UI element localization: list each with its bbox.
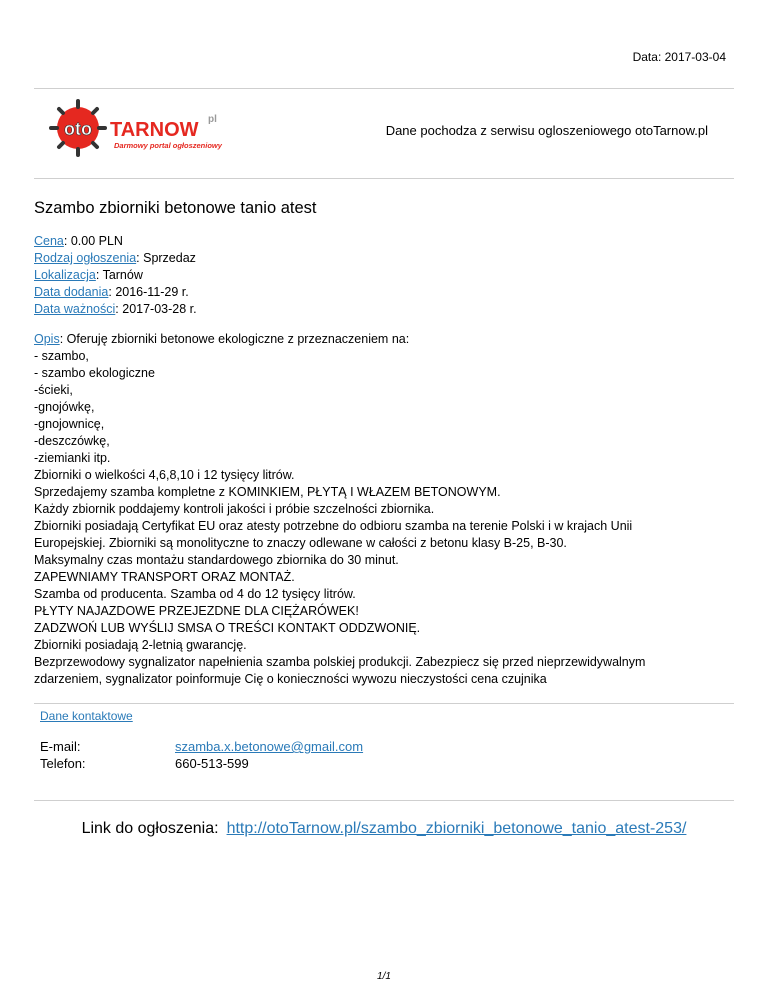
logo-pl: pl	[208, 114, 217, 125]
email-link[interactable]: szamba.x.betonowe@gmail.com	[175, 739, 364, 754]
page-number: 1/1	[377, 971, 391, 982]
description-line: -gnojownicę,	[34, 417, 105, 431]
contact-section-title[interactable]: Dane kontaktowe	[40, 709, 133, 723]
field-price-value: : 0.00 PLN	[63, 234, 123, 248]
email-label: E-mail:	[40, 739, 81, 754]
divider-header	[34, 178, 734, 179]
description-line	[34, 331, 734, 348]
phone-value: 660-513-599	[175, 756, 249, 771]
description-line: Każdy zbiornik poddajemy kontroli jakości i próbie szczelności zbiornika.	[34, 502, 435, 516]
description-text: : Oferuję zbiorniki betonowe ekologiczne z przeznaczeniem na:	[59, 332, 410, 346]
description-line: - szambo ekologiczne	[34, 366, 155, 380]
field-date-added	[34, 284, 197, 301]
logo-tagline: Darmowy portal ogłoszeniowy	[114, 141, 222, 150]
field-date-added-value: : 2016-11-29 r.	[108, 285, 189, 299]
date-label: Data: 2017-03-04	[632, 50, 726, 64]
divider-contact	[34, 703, 734, 704]
field-date-added-label[interactable]: Data dodania	[34, 285, 109, 299]
description-line: Zbiorniki o wielkości 4,6,8,10 i 12 tysięcy litrów.	[34, 468, 295, 482]
description-line: Szamba od producenta. Szamba od 4 do 12 tysięcy litrów.	[34, 587, 356, 601]
field-location-label[interactable]: Lokalizacja	[34, 268, 96, 282]
field-price	[34, 233, 197, 250]
description-line: Zbiorniki posiadają Certyfikat EU oraz atesty potrzebne do odbioru szamba na terenie Polski i w krajach Unii	[34, 519, 633, 533]
description-line: Bezprzewodowy sygnalizator napełnienia szamba polskiej produkcji. Zabezpiecz się przed nieprzewidywalnym	[34, 655, 646, 669]
field-ad-type-label[interactable]: Rodzaj ogłoszenia	[34, 251, 137, 265]
description-line: ZAPEWNIAMY TRANSPORT ORAZ MONTAŻ.	[34, 570, 295, 584]
source-text: Dane pochodza z serwisu ogloszeniowego otoTarnow.pl	[385, 123, 708, 138]
field-ad-type-value: : Sprzedaz	[136, 251, 196, 265]
listing-title: Szambo zbiorniki betonowe tanio atest	[34, 199, 317, 217]
description-line: Sprzedajemy szamba kompletne z KOMINKIEM, PŁYTĄ I WŁAZEM BETONOWYM.	[34, 485, 501, 499]
contact-details	[40, 738, 363, 772]
field-expiry-date-label[interactable]: Data ważności	[34, 302, 116, 316]
field-expiry-date-value: : 2017-03-28 r.	[115, 302, 197, 316]
logo-tarnow: TARNOW	[110, 119, 199, 141]
listing-link-url[interactable]: http://otoTarnow.pl/szambo_zbiorniki_betonowe_tanio_atest-253/	[226, 820, 687, 837]
divider-link	[34, 800, 734, 801]
description-line: -gnojówkę,	[34, 400, 95, 414]
description-line: -ziemianki itp.	[34, 451, 111, 465]
description-line: -deszczówkę,	[34, 434, 110, 448]
contact-phone-row	[40, 755, 363, 772]
description-line: Maksymalny czas montażu standardowego zbiornika do 30 minut.	[34, 553, 399, 567]
listing-link-label: Link do ogłoszenia:	[81, 820, 219, 837]
description-line: ZADZWOŃ LUB WYŚLIJ SMSA O TREŚCI KONTAKT ODDZWONIĘ.	[34, 621, 421, 635]
field-location-value: : Tarnów	[95, 268, 143, 282]
description-line: Zbiorniki posiadają 2-letnią gwarancję.	[34, 638, 247, 652]
listing-fields	[34, 233, 197, 318]
field-expiry-date	[34, 301, 197, 318]
description-line: zdarzeniem, sygnalizator poinformuje Cię o konieczności wywozu nieczystości cena czujnika	[34, 672, 547, 686]
divider-top	[34, 88, 734, 89]
description	[34, 331, 734, 688]
description-line: Europejskiej. Zbiorniki są monolityczne to znaczy odlewane w całości z betonu klasy B-25, B-30.	[34, 536, 567, 550]
logo-oto: oto	[64, 119, 92, 139]
listing-link-row	[0, 820, 768, 838]
description-line: -ścieki,	[34, 383, 73, 397]
description-line: - szambo,	[34, 349, 89, 363]
ototarnow-logo[interactable]	[42, 98, 242, 158]
description-label[interactable]: Opis	[34, 332, 60, 346]
contact-email-row	[40, 738, 363, 755]
phone-label: Telefon:	[40, 756, 86, 771]
field-price-label[interactable]: Cena	[34, 234, 64, 248]
field-location	[34, 267, 197, 284]
field-ad-type	[34, 250, 197, 267]
description-line: PŁYTY NAJAZDOWE PRZEJEZDNE DLA CIĘŻARÓWEK!	[34, 604, 359, 618]
